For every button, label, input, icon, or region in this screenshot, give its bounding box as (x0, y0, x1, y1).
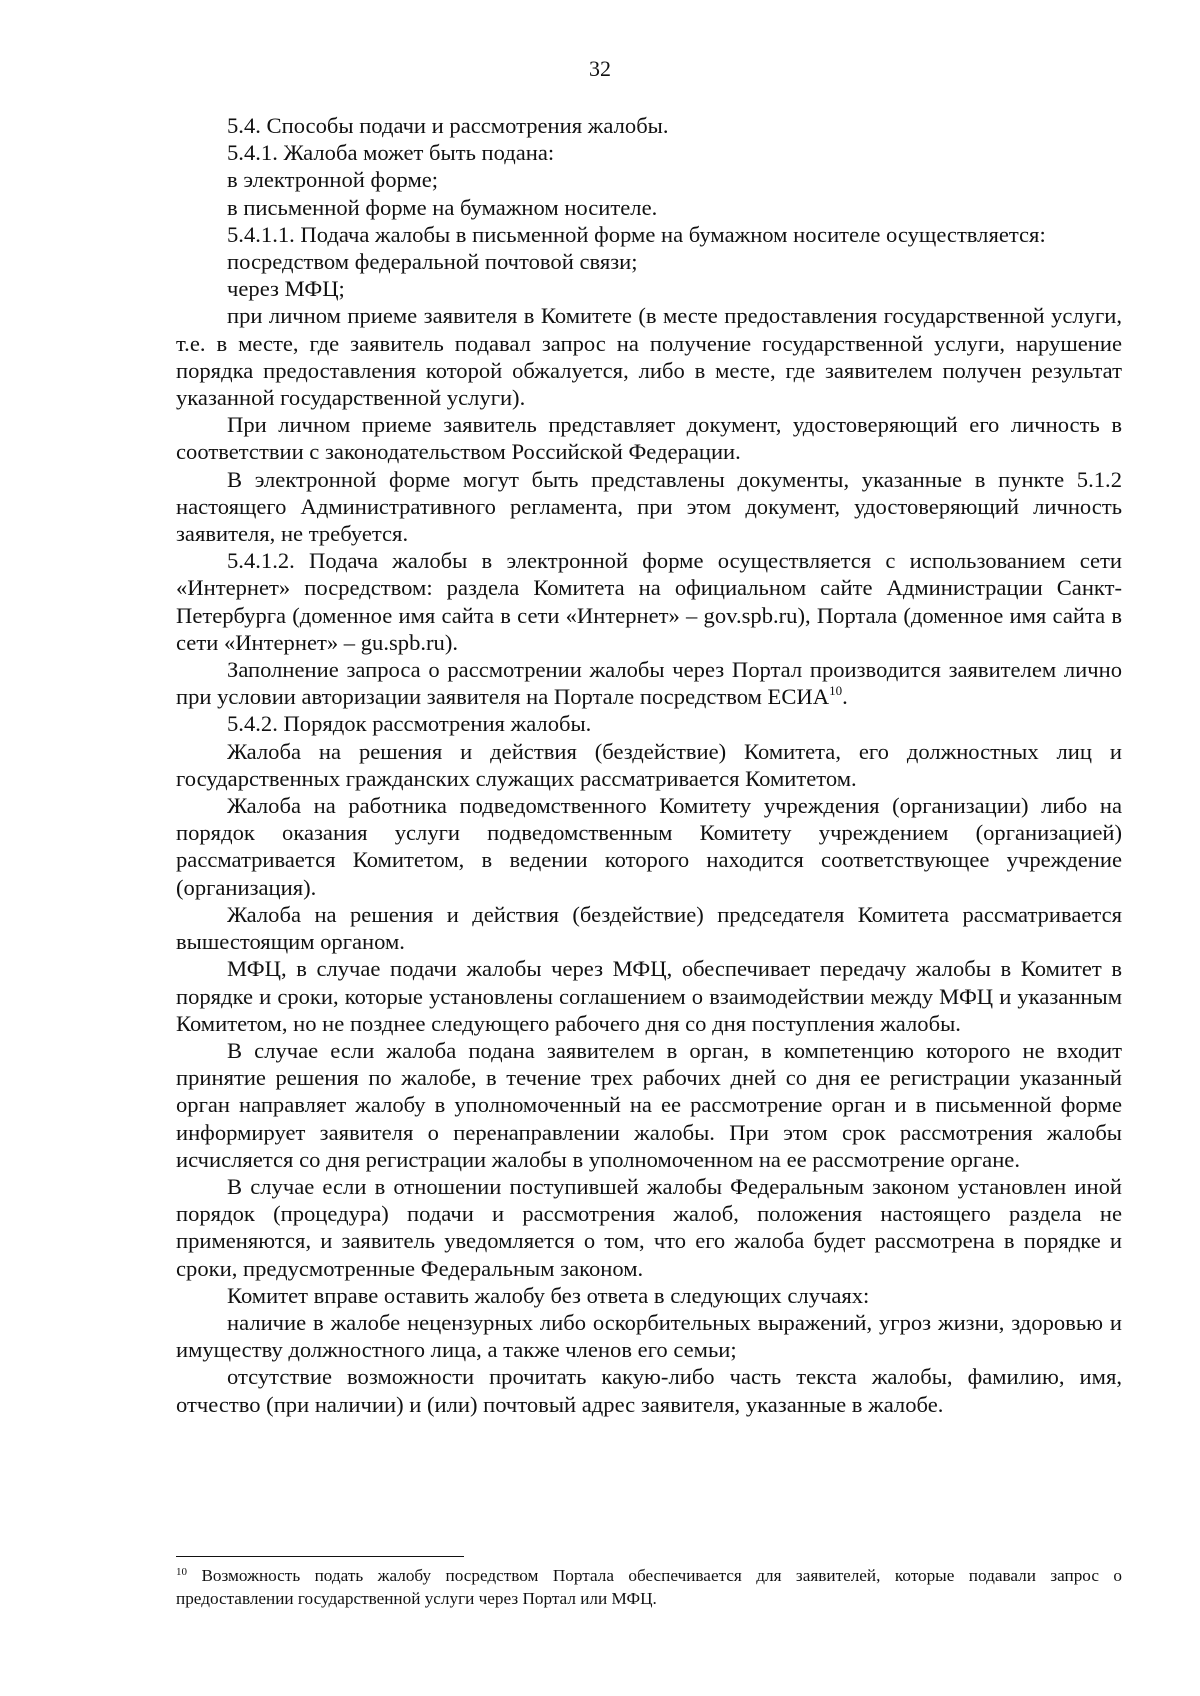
list-item: посредством федеральной почтовой связи; (227, 249, 638, 275)
paragraph: В случае если жалоба подана заявителем в орган, в компетенцию которого не входит принятие решения по жалобе, в течение трех рабочих дней со дня ее регистрации указанный орган направляет жалобу в уполномоченный на ее рассмотрение орган и в письменной форме информирует заявителя о перенаправлении жалобы. При этом срок рассмотрения жалобы исчисляется со дня регистрации жалобы в уполномоченном на ее рассмотрение органе. (176, 1037, 1122, 1172)
section-heading: 5.4.2. Порядок рассмотрения жалобы. (227, 711, 592, 737)
paragraph: Жалоба на решения и действия (бездействие) председателя Комитета рассматривается вышестоящим органом. (176, 901, 1122, 955)
paragraph: Жалоба на решения и действия (бездействие) Комитета, его должностных лиц и государственных гражданских служащих рассматривается Комитетом. (176, 738, 1122, 791)
paragraph: Жалоба на работника подведомственного Комитету учреждения (организации) либо на порядок оказания услуги подведомственным Комитету учреждением (организацией) рассматривается Комитетом, в ведении которого находится соответствующее учреждение (организация). (176, 793, 1122, 900)
list-item: в письменной форме на бумажном носителе. (227, 194, 658, 220)
footnote (176, 1564, 1122, 1610)
list-item: наличие в жалобе нецензурных либо оскорбительных выражений, угроз жизни, здоровью и имуществу должностного лица, а также членов его семьи; (176, 1309, 1122, 1363)
paragraph: 5.4.1.2. Подача жалобы в электронной форме осуществляется с использованием сети «Интернет» посредством: раздела Комитета на официальном сайте Администрации Санкт-Петербурга (доменное имя сайта в сети «Интернет» – gov.spb.ru), Портала (доменное имя сайта в сети «Интернет» – gu.spb.ru). (176, 548, 1122, 655)
paragraph: При личном приеме заявитель представляет документ, удостоверяющий его личность в соответствии с законодательством Российской Федерации. (176, 412, 1122, 465)
paragraph-text: Заполнение запроса о рассмотрении жалобы через Портал производится заявителем лично при условии авторизации заявителя на Портале посредством ЕСИА (176, 657, 1122, 710)
paragraph: МФЦ, в случае подачи жалобы через МФЦ, обеспечивает передачу жалобы в Комитет в порядке и сроки, которые установлены соглашением о взаимодействии между МФЦ и указанным Комитетом, но не позднее следующего рабочего дня со дня поступления жалобы. (176, 956, 1122, 1036)
paragraph: В случае если в отношении поступившей жалобы Федеральным законом установлен иной порядок (процедура) подачи и рассмотрения жалоб, положения настоящего раздела не применяются, и заявитель уведомляется о том, что его жалоба будет рассмотрена в порядке и сроки, предусмотренные Федеральным законом. (176, 1173, 1122, 1281)
list-item: в электронной форме; (227, 167, 439, 193)
footnote-divider (176, 1556, 464, 1557)
footnote-mark: 10 (176, 1566, 187, 1578)
footnote-reference: 10 (829, 683, 843, 699)
paragraph: Комитет вправе оставить жалобу без ответа в следующих случаях: (227, 1282, 870, 1308)
list-item: через МФЦ; (227, 276, 345, 302)
list-item: при личном приеме заявителя в Комитете (в месте предоставления государственной услуги, т.е. в месте, где заявитель подавал запрос на получение государственной услуги, нарушение порядка предоставления которой обжалуется, либо в месте, где заявителем получен результат указанной государственной услуги). (176, 303, 1122, 411)
paragraph: В электронной форме могут быть представлены документы, указанные в пункте 5.1.2 настоящего Административного регламента, при этом документ, удостоверяющий личность заявителя, не требуется. (176, 466, 1122, 547)
paragraph: 5.4.1. Жалоба может быть подана: (227, 140, 555, 166)
footnote-text: Возможность подать жалобу посредством Портала обеспечивается для заявителей, которые подавали запрос о предоставлении государственной услуги через Портал или МФЦ. (176, 1566, 1122, 1608)
paragraph-with-footnote (176, 656, 1122, 710)
section-heading: 5.4. Способы подачи и рассмотрения жалобы. (227, 113, 669, 138)
paragraph-end: . (842, 684, 848, 710)
list-item: отсутствие возможности прочитать какую-либо часть текста жалобы, фамилию, имя, отчество (при наличии) и (или) почтовый адрес заявителя, указанные в жалобе. (176, 1364, 1122, 1417)
document-body (176, 112, 1122, 1418)
paragraph: 5.4.1.1. Подача жалобы в письменной форме на бумажном носителе осуществляется: (227, 221, 1046, 247)
page-number: 32 (589, 56, 611, 81)
